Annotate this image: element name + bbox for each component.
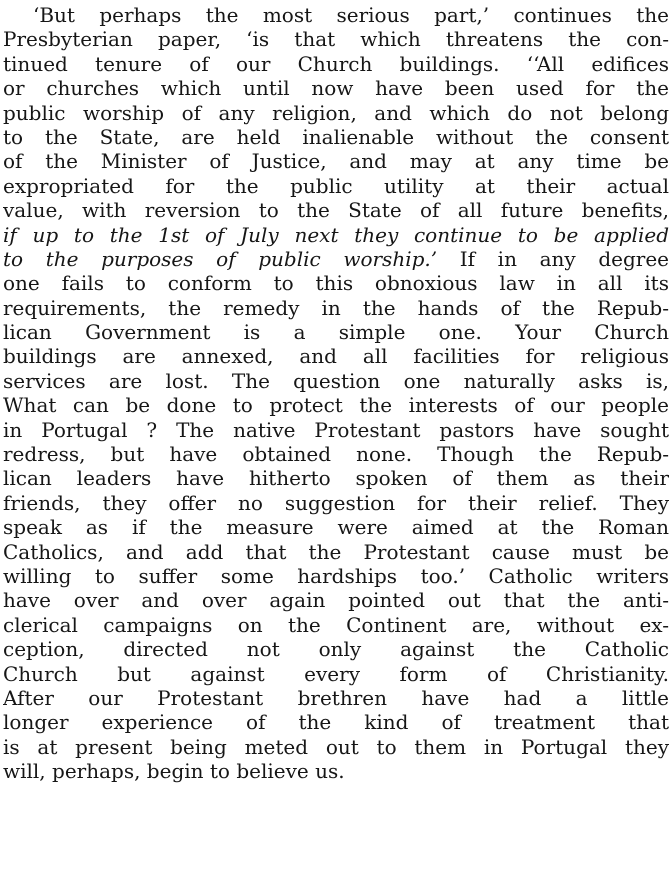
text-segment: After our Protestant brethren have had a little bbox=[3, 685, 669, 710]
text-segment: to the State, are held inalienable without the consent bbox=[3, 124, 669, 149]
text-line bbox=[3, 296, 669, 320]
text-line bbox=[3, 588, 669, 612]
text-line bbox=[3, 76, 669, 100]
text-segment: in Portugal ? The native Protestant pastors have sought bbox=[3, 417, 669, 442]
text-segment: Catholics, and add that the Protestant cause must be bbox=[3, 539, 669, 564]
text-line bbox=[3, 198, 669, 222]
text-segment: tinued tenure of our Church buildings. ‘‘All edifices bbox=[3, 51, 669, 76]
text-line bbox=[3, 418, 669, 442]
text-segment: speak as if the measure were aimed at the Roman bbox=[3, 515, 669, 540]
italic-text-segment: to the purposes of public worship.’ bbox=[3, 246, 438, 271]
text-segment: buildings are annexed, and all facilities for religious bbox=[3, 344, 669, 369]
text-segment: willing to suffer some hardships too.’ Catholic writers bbox=[3, 563, 669, 588]
text-line bbox=[3, 710, 669, 734]
text-segment: will, perhaps, begin to believe us. bbox=[3, 759, 345, 784]
text-segment: services are lost. The question one naturally asks is, bbox=[3, 368, 669, 393]
text-segment: clerical campaigns on the Continent are, without ex- bbox=[3, 612, 669, 637]
text-segment: of the Minister of Justice, and may at any time be bbox=[3, 149, 669, 174]
text-line bbox=[3, 637, 669, 661]
text-line bbox=[3, 320, 669, 344]
text-line bbox=[3, 466, 669, 490]
text-line bbox=[3, 344, 669, 368]
text-line bbox=[3, 393, 669, 417]
text-segment: or churches which until now have been used for the bbox=[3, 76, 669, 101]
text-line bbox=[3, 149, 669, 173]
text-segment: Church but against every form of Christianity. bbox=[3, 661, 669, 686]
text-segment: public worship of any religion, and which do not belong bbox=[3, 100, 669, 125]
text-segment: What can be done to protect the interests of our people bbox=[3, 393, 669, 418]
text-segment: one fails to conform to this obnoxious law in all its bbox=[3, 271, 669, 296]
text-line bbox=[3, 271, 669, 295]
text-line bbox=[3, 564, 669, 588]
text-line bbox=[3, 174, 669, 198]
text-line bbox=[3, 223, 669, 247]
text-line bbox=[3, 515, 669, 539]
text-segment: lican Government is a simple one. Your Church bbox=[3, 320, 669, 345]
text-line bbox=[3, 125, 669, 149]
text-segment: is at present being meted out to them in Portugal they bbox=[3, 734, 669, 759]
text-line bbox=[3, 613, 669, 637]
text-segment: If in any degree bbox=[437, 246, 669, 271]
text-line bbox=[3, 662, 669, 686]
document-page bbox=[3, 3, 669, 873]
text-segment: expropriated for the public utility at their actual bbox=[3, 173, 669, 198]
italic-text-segment: if up to the 1st of July next they continue to be applied bbox=[3, 222, 669, 247]
text-line bbox=[3, 3, 669, 27]
text-segment: requirements, the remedy in the hands of the Repub- bbox=[3, 295, 669, 320]
text-line bbox=[3, 686, 669, 710]
text-segment: value, with reversion to the State of all future benefits, bbox=[3, 198, 669, 223]
text-segment: friends, they offer no suggestion for their relief. They bbox=[3, 490, 669, 515]
text-segment: lican leaders have hitherto spoken of them as their bbox=[3, 466, 669, 491]
text-segment: have over and over again pointed out that the anti- bbox=[3, 588, 669, 613]
text-line bbox=[3, 52, 669, 76]
text-line bbox=[3, 369, 669, 393]
text-line bbox=[3, 247, 669, 271]
text-line bbox=[3, 759, 669, 783]
body-text bbox=[3, 3, 669, 784]
text-line bbox=[3, 735, 669, 759]
text-segment: redress, but have obtained none. Though the Repub- bbox=[3, 442, 669, 467]
text-line bbox=[3, 540, 669, 564]
text-line bbox=[3, 101, 669, 125]
text-line bbox=[3, 27, 669, 51]
text-line bbox=[3, 442, 669, 466]
text-segment: ‘But perhaps the most serious part,’ continues the bbox=[33, 3, 669, 27]
text-segment: Presbyterian paper, ‘is that which threatens the con- bbox=[3, 27, 669, 52]
text-segment: ception, directed not only against the Catholic bbox=[3, 637, 669, 662]
text-line bbox=[3, 491, 669, 515]
text-segment: longer experience of the kind of treatment that bbox=[3, 710, 669, 735]
